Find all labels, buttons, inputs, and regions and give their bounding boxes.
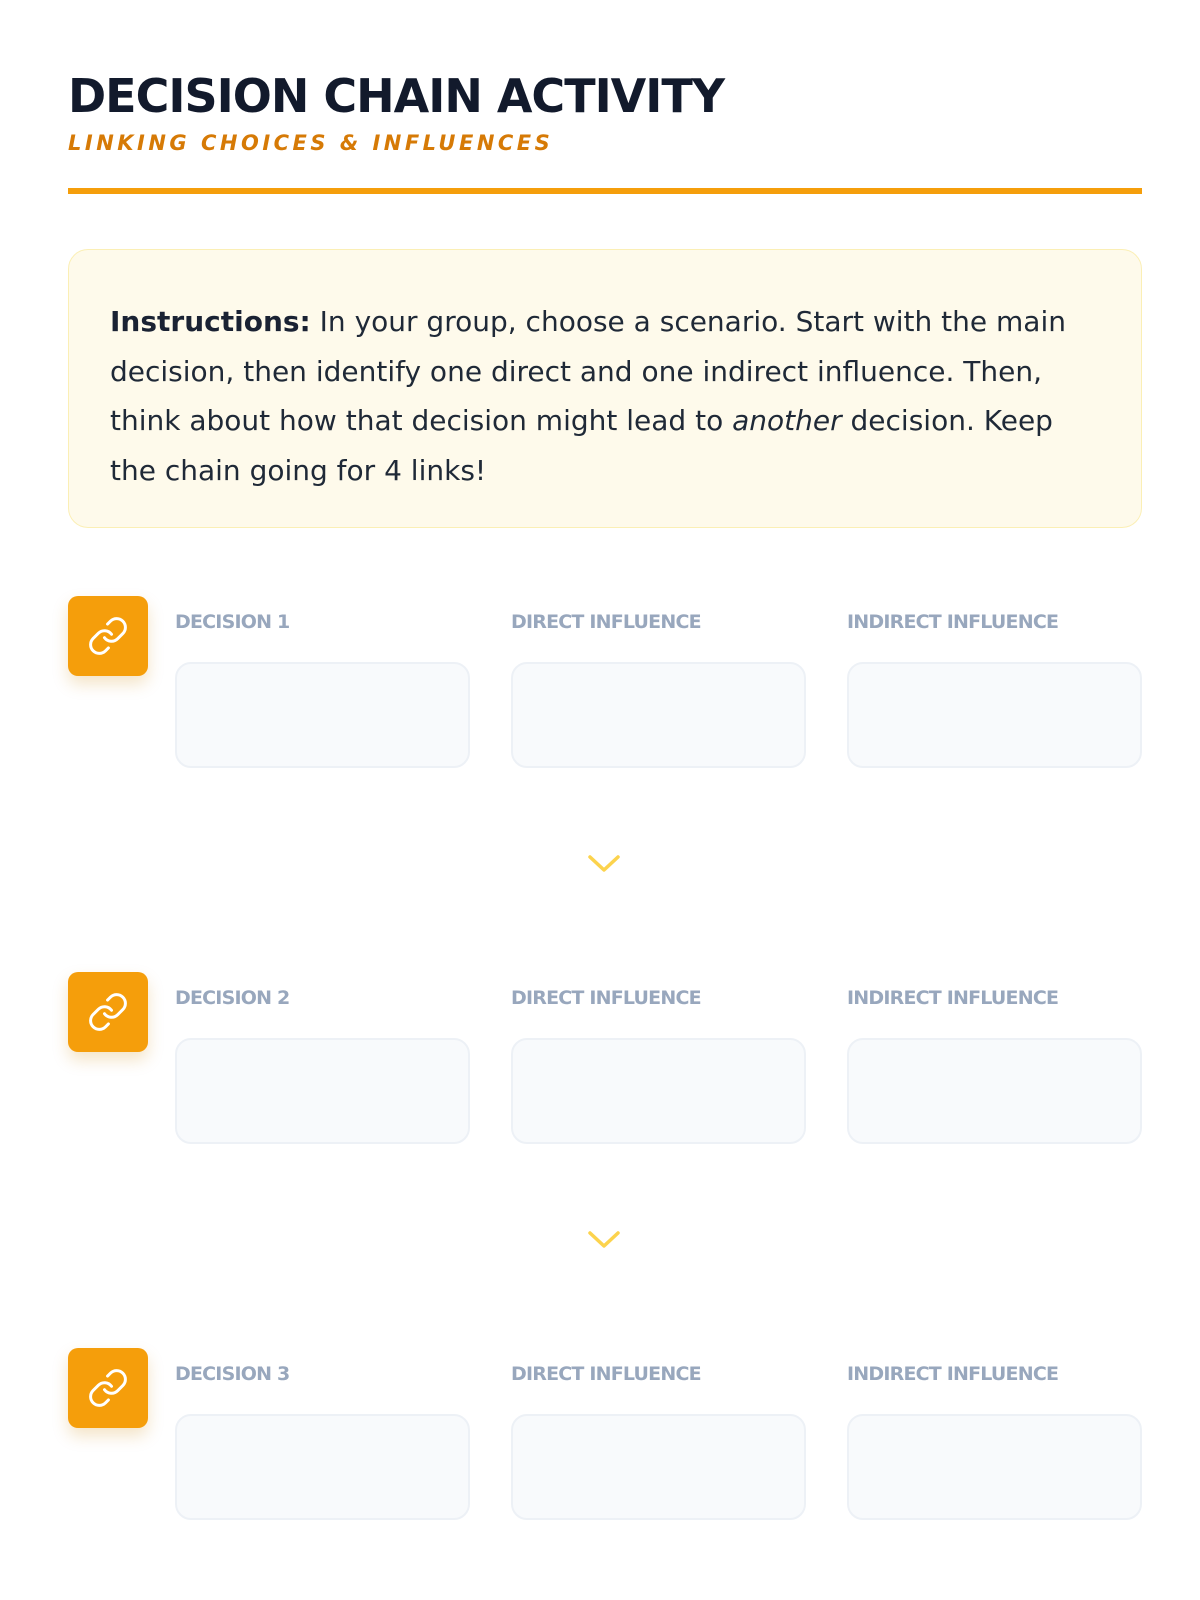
instructions-text-end: decision. Keep the chain going for 4 links! (110, 404, 1053, 487)
direct-influence-field (511, 610, 806, 768)
direct-influence-input[interactable] (511, 1414, 806, 1520)
direct-influence-input[interactable] (511, 662, 806, 768)
instructions-panel (68, 249, 1142, 528)
indirect-influence-label: INDIRECT INFLUENCE (847, 611, 1059, 633)
direct-influence-label: DIRECT INFLUENCE (511, 611, 701, 633)
decision-input[interactable] (175, 1414, 470, 1520)
direct-influence-field (511, 986, 806, 1144)
decision-label: DECISION 1 (175, 611, 290, 633)
page-title: DECISION CHAIN ACTIVITY (68, 69, 725, 123)
title-divider (68, 188, 1142, 194)
page-subtitle: LINKING CHOICES & INFLUENCES (68, 131, 554, 155)
direct-influence-label: DIRECT INFLUENCE (511, 987, 701, 1009)
indirect-influence-label: INDIRECT INFLUENCE (847, 1363, 1059, 1385)
indirect-influence-label: INDIRECT INFLUENCE (847, 987, 1059, 1009)
chevron-down-icon (586, 1229, 622, 1251)
link-icon (68, 596, 148, 676)
decision-field (175, 610, 470, 768)
indirect-influence-field (847, 610, 1142, 768)
indirect-influence-field (847, 1362, 1142, 1520)
indirect-influence-input[interactable] (847, 1038, 1142, 1144)
direct-influence-field (511, 1362, 806, 1520)
decision-link-2 (68, 972, 1142, 1132)
indirect-influence-input[interactable] (847, 1414, 1142, 1520)
decision-field (175, 1362, 470, 1520)
instructions-emphasis: another (732, 404, 842, 437)
decision-label: DECISION 3 (175, 1363, 290, 1385)
instructions-lead: Instructions: (110, 305, 311, 338)
link-icon (68, 972, 148, 1052)
decision-link-1 (68, 596, 1142, 756)
decision-field (175, 986, 470, 1144)
direct-influence-label: DIRECT INFLUENCE (511, 1363, 701, 1385)
decision-input[interactable] (175, 1038, 470, 1144)
instructions-text: In your group, choose a scenario. Start with the main decision, then identify one direct and one indirect influence. Then, think about how that decision might lead to (110, 305, 1066, 437)
decision-link-3 (68, 1348, 1142, 1508)
chevron-down-icon (586, 853, 622, 875)
direct-influence-input[interactable] (511, 1038, 806, 1144)
indirect-influence-input[interactable] (847, 662, 1142, 768)
decision-input[interactable] (175, 662, 470, 768)
link-icon (68, 1348, 148, 1428)
decision-label: DECISION 2 (175, 987, 290, 1009)
indirect-influence-field (847, 986, 1142, 1144)
